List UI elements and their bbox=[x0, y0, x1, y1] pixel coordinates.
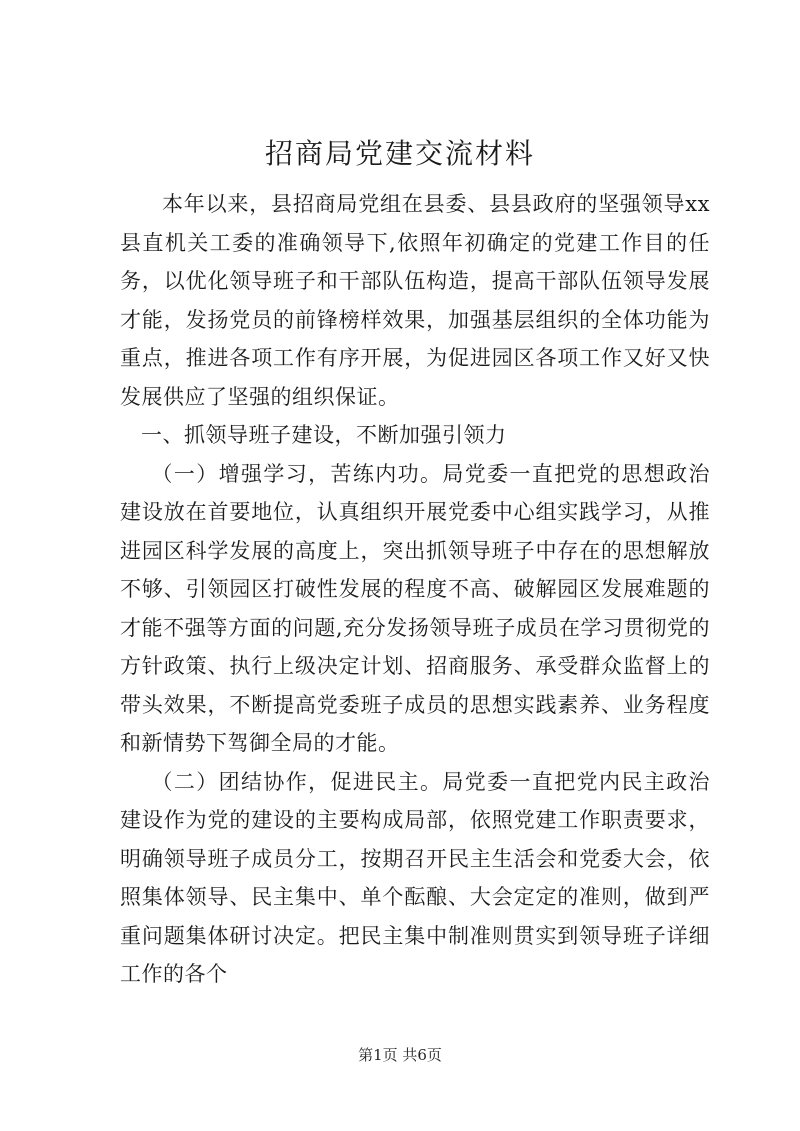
section-heading-1: 一、抓领导班子建设，不断加强引领力 bbox=[141, 423, 507, 447]
page-number-footer: 第1页 共6页 bbox=[358, 1046, 442, 1064]
document-body bbox=[120, 185, 710, 994]
document-title: 招商局党建交流材料 bbox=[264, 137, 535, 170]
subsection-paragraph-2: （二）团结协作，促进民主。局党委一直把党内民主政治建设作为党的建设的主要构成局部，依照党建工作职责要求，明确领导班子成员分工，按期召开民主生活会和党委大会，依照集体领导、民主集中、单个酝酿、大会定定的准则，做到严重问题集体研讨决定。把民主集中制准则贯实到领导班子详细工作的各个 bbox=[120, 769, 710, 986]
subsection-paragraph-1: （一）增强学习，苦练内功。局党委一直把党的思想政治建设放在首要地位，认真组织开展党委中心组实践学习，从推进园区科学发展的高度上，突出抓领导班子中存在的思想解放不够、引领园区打破性发展的程度不高、破解园区发展难题的才能不强等方面的问题,充分发扬领导班子成员在学习贯彻党的方针政策、执行上级决定计划、招商服务、承受群众监督上的带头效果，不断提高党委班子成员的思想实践素养、业务程度和新情势下驾御全局的才能。 bbox=[120, 461, 710, 755]
intro-paragraph: 本年以来，县招商局党组在县委、县县政府的坚强领导xx县直机关工委的准确领导下,依照年初确定的党建工作目的任务，以优化领导班子和干部队伍构造，提高干部队伍领导发展才能，发扬党员的前锋榜样效果，加强基层组织的全体功能为重点，推进各项工作有序开展，为促进园区各项工作又好又快发展供应了坚强的组织保证。 bbox=[120, 192, 710, 409]
